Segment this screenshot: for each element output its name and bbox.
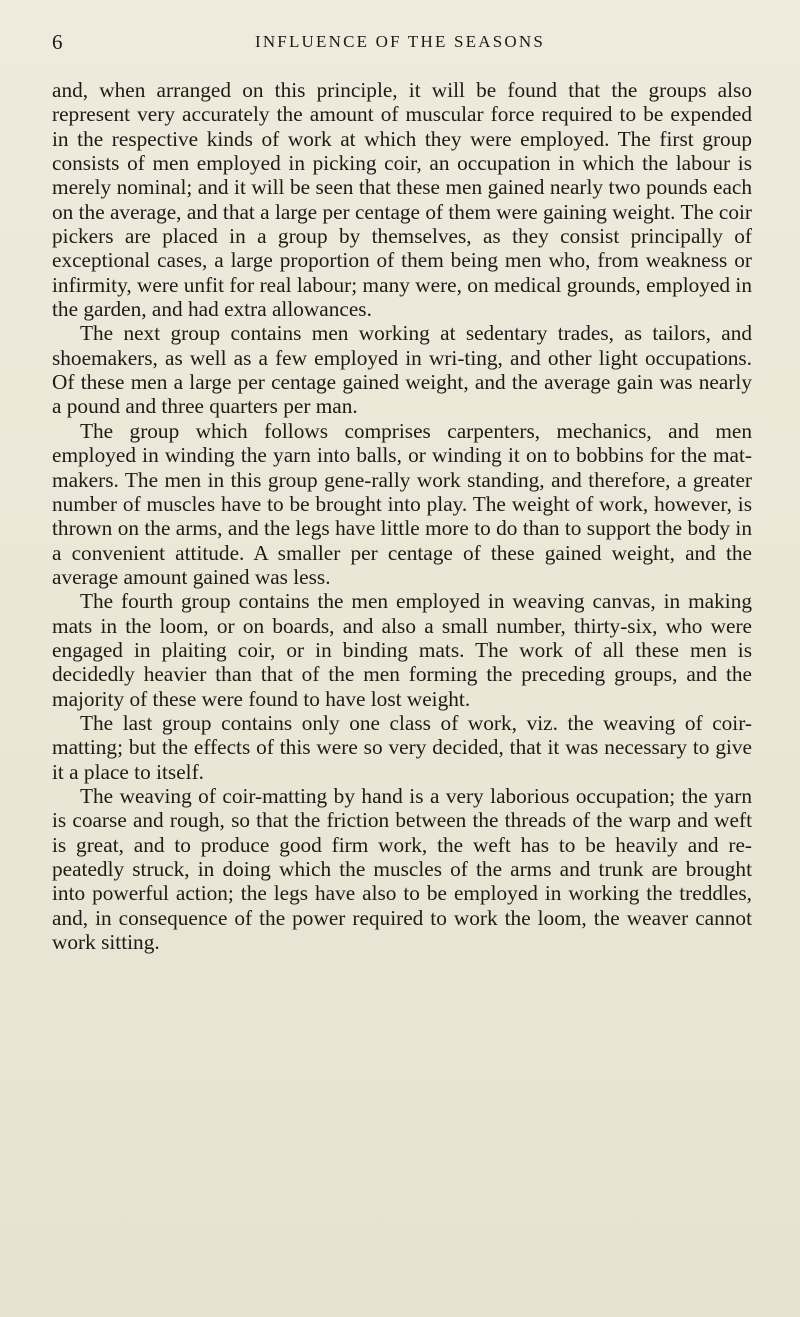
page-header: [40, 30, 760, 54]
paragraph-coir-pickers: and, when arranged on this principle, it will be found that the groups also represent very accurately the amount of muscular force required to be expended in the respective kinds of work at which they were employed. The first group consists of men employed in picking coir, an occupation in which the labour is merely nominal; and it will be seen that these men gained nearly two pounds each on the average, and that a large per centage of them were gaining weight. The coir pickers are placed in a group by themselves, as they consist principally of exceptional cases, a large proportion of them being men who, from weakness or infirmity, were unfit for real labour; many were, on medical grounds, employed in the garden, and had extra allowances.: [52, 78, 752, 322]
paragraph-carpenters-mechanics: The group which follows comprises carpenters, mechanics, and men employed in winding the yarn into balls, or winding it on to bobbins for the mat-makers. The men in this group gene-rally work standing, and therefore, a greater number of muscles have to be brought into play. The weight of work, however, is thrown on the arms, and the legs have little more to do than to support the body in a convenient attitude. A smaller per centage of these gained weight, and the average amount gained was less.: [52, 418, 752, 589]
paragraph-weaving-canvas: The fourth group contains the men employed in weaving canvas, in making mats in the loom, or on boards, and also a small number, thirty-six, who were engaged in plaiting coir, or in binding mats. The work of all these men is decidedly heavier than that of the men forming the preceding groups, and the majority of these were found to have lost weight.: [52, 589, 752, 711]
paragraph-weaving-labour: The weaving of coir-matting by hand is a very laborious occupation; the yarn is coarse and rough, so that the friction between the threads of the warp and weft is great, and to produce good firm work, the weft has to be heavily and re-peatedly struck, in doing which the muscles of the arms and trunk are brought into powerful action; the legs have also to be employed in working the treddles, and, in consequence of the power required to work the loom, the weaver cannot work sitting.: [52, 783, 752, 955]
body-text: [52, 78, 752, 954]
page-number: 6: [52, 30, 63, 54]
running-title: INFLUENCE OF THE SEASONS: [254, 32, 546, 51]
paragraph-sedentary-trades: The next group contains men working at sedentary trades, as tailors, and shoemakers, as well as a few employed in wri-ting, and other light occupations. Of these men a large per centage gained weight, and the average gain was nearly a pound and three quarters per man.: [52, 321, 752, 419]
paragraph-coir-matting: The last group contains only one class of work, viz. the weaving of coir-matting; but the effects of this were so very decided, that it was necessary to give it a place to itself.: [52, 710, 752, 784]
